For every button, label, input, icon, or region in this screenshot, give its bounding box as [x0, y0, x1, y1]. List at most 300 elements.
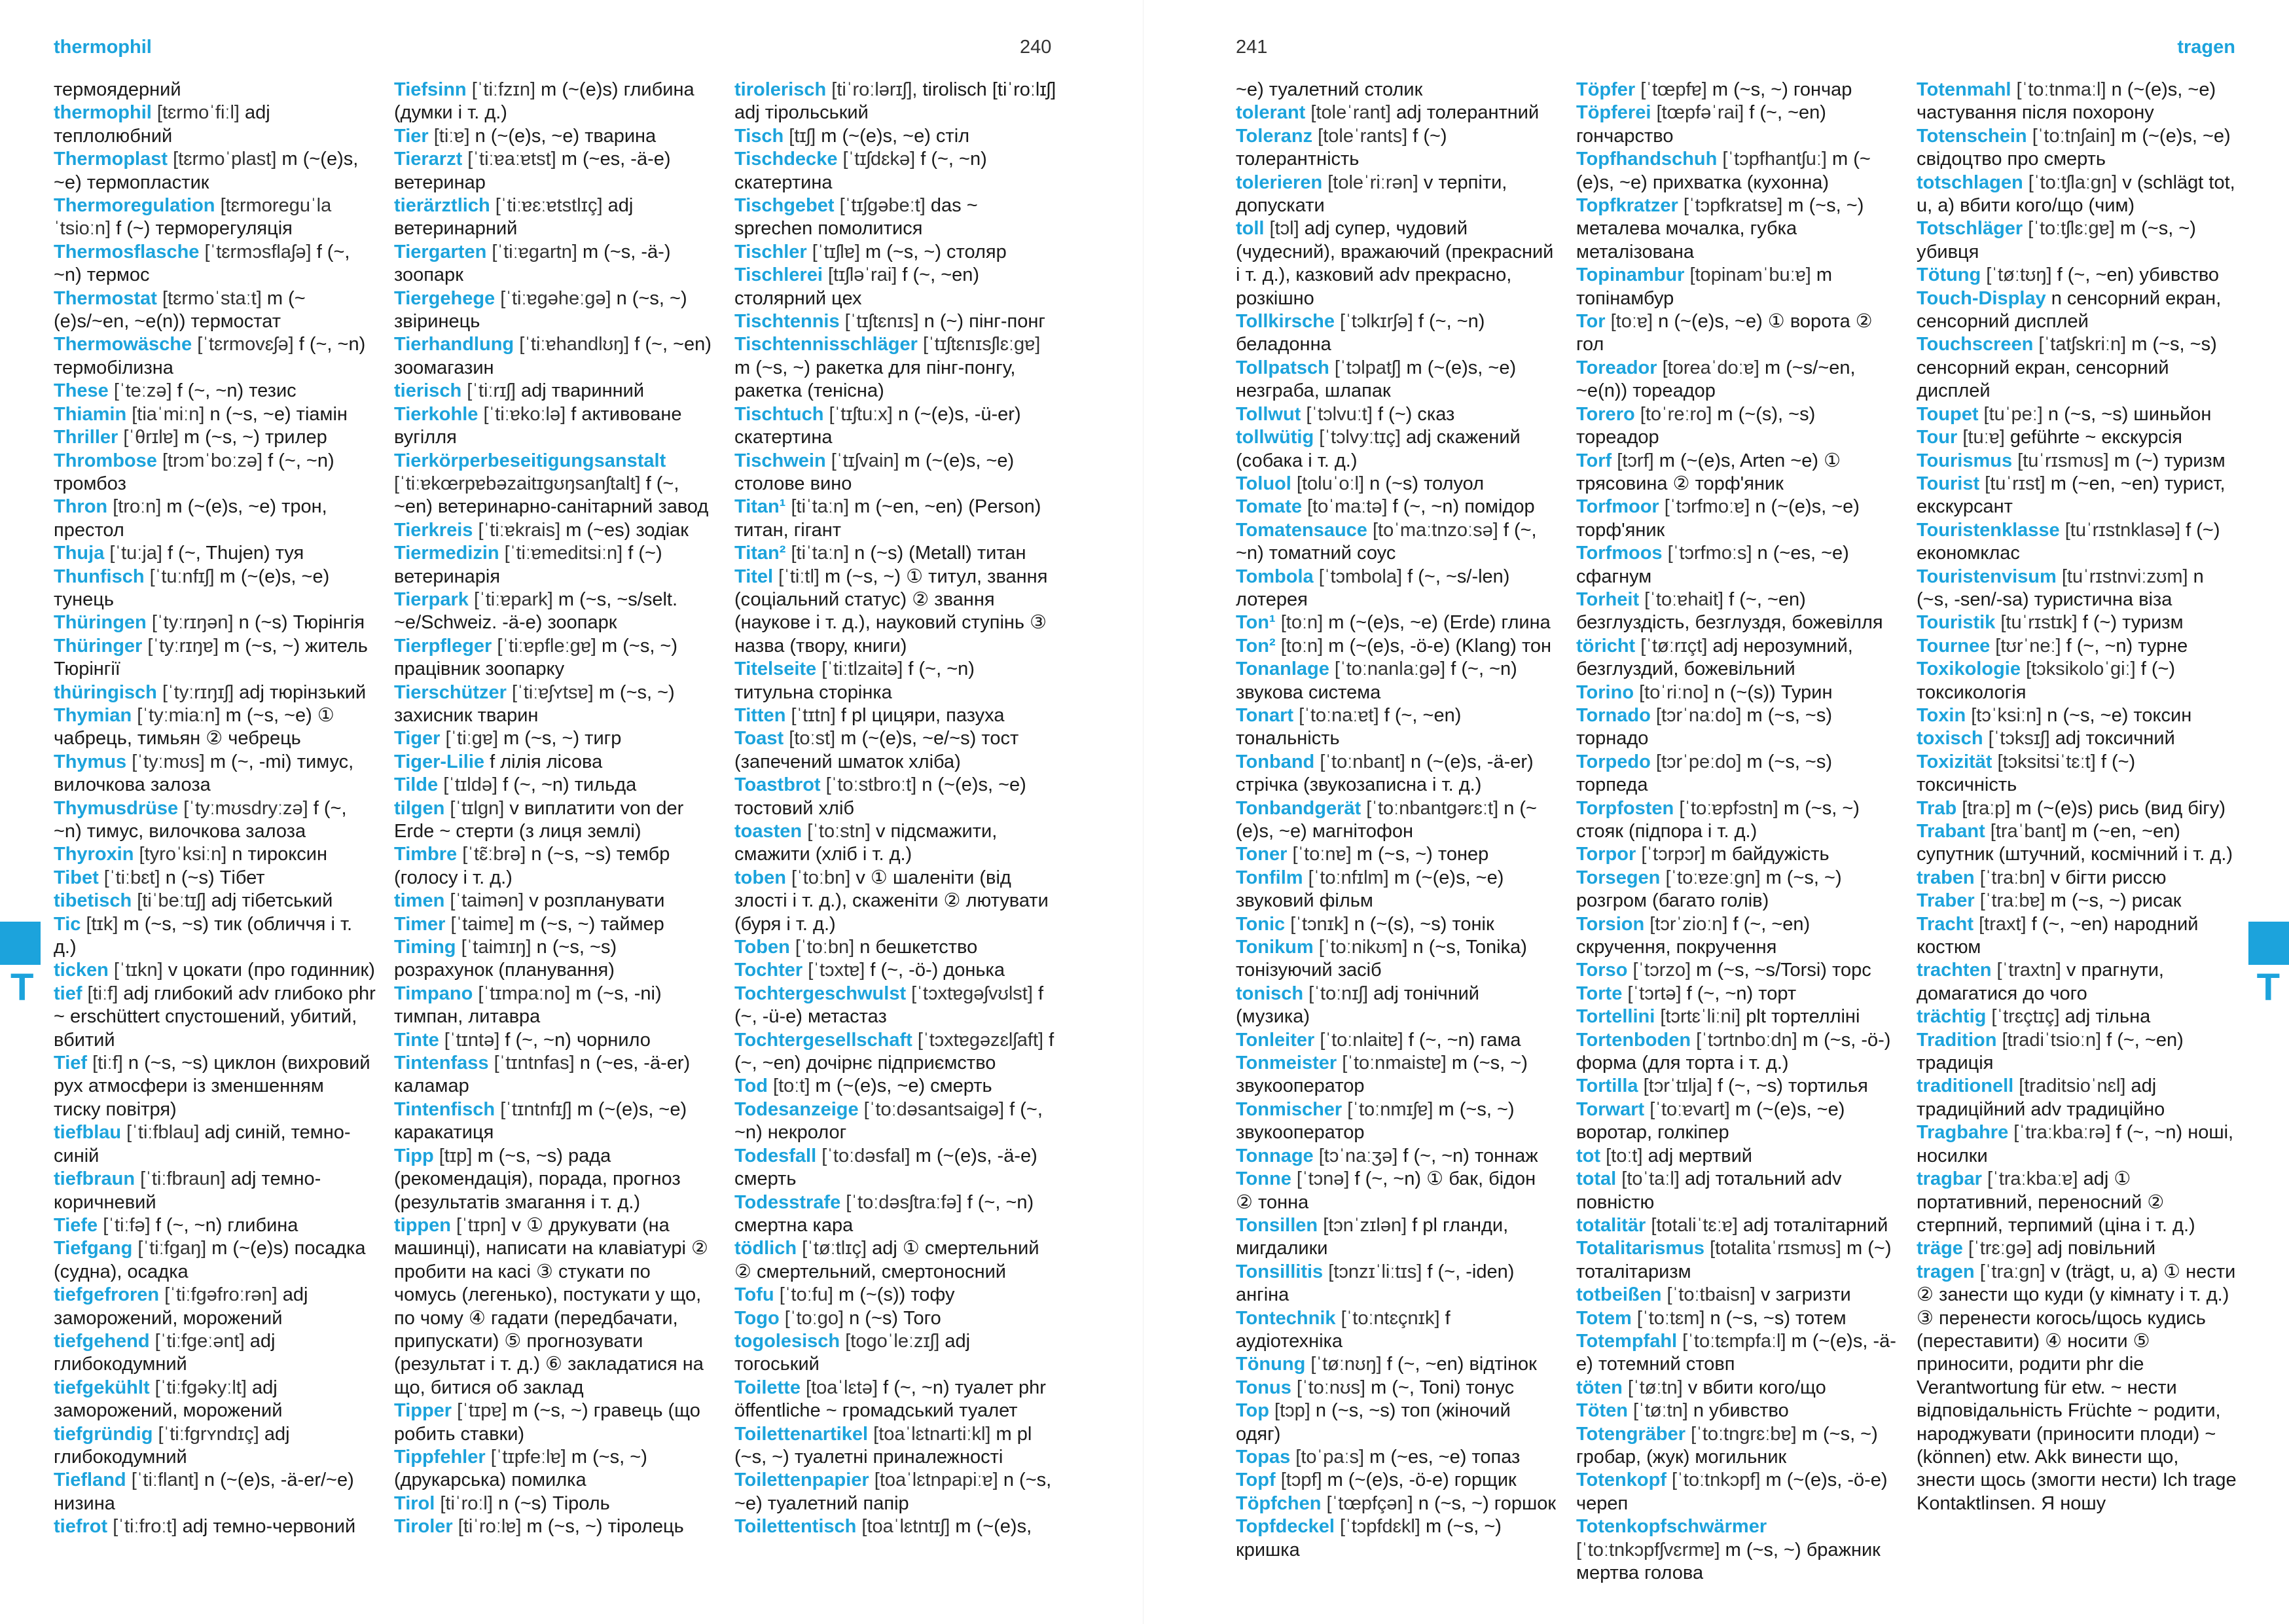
pronunciation: [ˈtoːnlaitɐ]: [1314, 1029, 1409, 1051]
pronunciation: [ˈtiːfgrʏndɪç]: [153, 1423, 264, 1445]
headword: Totalitarismus: [1576, 1238, 1705, 1259]
definition: adj ① портативний, переносний ② стерпний, терпимий (ціна і т. д.): [1917, 1168, 2195, 1236]
dictionary-entry: [54, 403, 376, 426]
headword: Trabant: [1917, 821, 1985, 842]
definition: f (~, ~n) глибина: [155, 1214, 298, 1236]
headword: tiefblau: [54, 1122, 122, 1144]
dictionary-entry: [1236, 1168, 1558, 1214]
headword: Ton¹: [1236, 612, 1276, 634]
left-column-2: [394, 79, 716, 1539]
headword: Thyroxin: [54, 844, 134, 865]
headword: Tonfilm: [1236, 867, 1303, 888]
definition: f (~, Thujen) туя: [168, 543, 304, 564]
dictionary-entry: [394, 542, 716, 588]
right-page-number: 241: [1236, 37, 1268, 58]
dictionary-entry: [734, 542, 1056, 565]
headword: Toilettenpapier: [734, 1470, 869, 1491]
definition: adj ① смертельний ② смертельний, смертоносний: [734, 1238, 1039, 1282]
dictionary-entry: [734, 867, 1056, 936]
headword: Trab: [1917, 797, 1957, 819]
headword: Tierkörperbeseitigungsanstalt: [394, 450, 666, 471]
pronunciation: [ˈtoːnfɪlm]: [1303, 867, 1394, 888]
dictionary-entry: [54, 867, 376, 890]
pronunciation: [ˈtɪkn]: [108, 960, 168, 981]
definition: f (~, ~en) скручення, покручення: [1576, 913, 1811, 958]
definition: n (~(e)s, -ä-er) стрічка (звукозаписна і т. д.): [1236, 751, 1534, 796]
pronunciation: [ˈtɪʃtɛnɪsʃlɛːgɐ]: [917, 334, 1041, 355]
headword: Tischler: [734, 241, 807, 262]
dictionary-entry: [54, 241, 376, 287]
dictionary-entry: [734, 148, 1056, 194]
definition: f (~, ~n) тильда: [503, 774, 637, 796]
definition: adj глибокий adv глибоко phr ~ erschüttert спустошений, убитий, вбитий: [54, 983, 376, 1051]
definition: n (~s, ~e) токсин: [2047, 704, 2192, 726]
dictionary-entry: [1576, 496, 1898, 542]
dictionary-entry: [1576, 101, 1898, 148]
definition: m (~s, ~) тіролець: [526, 1516, 684, 1538]
dictionary-entry: [1917, 566, 2239, 612]
definition: m (~s, ~) столяр: [865, 241, 1007, 262]
pronunciation: [ˈtiːfgeːənt]: [149, 1330, 250, 1352]
dictionary-entry: [1576, 264, 1898, 310]
headword: Toastbrot: [734, 774, 821, 796]
dictionary-entry: [394, 843, 716, 890]
pronunciation: [ˈtiːɐɛːɐtstlɪç]: [490, 195, 608, 217]
headword: Thrombose: [54, 450, 157, 471]
headword: Totenkopf: [1576, 1470, 1667, 1491]
dictionary-entry: [1236, 1399, 1558, 1446]
headword: Tiroler: [394, 1516, 453, 1538]
definition: f (~, -ü-e) метастаз: [734, 983, 1043, 1028]
pronunciation: [ˈtɪʃvain]: [825, 450, 905, 471]
dictionary-entry: [734, 1377, 1056, 1423]
dictionary-entry: [734, 727, 1056, 774]
pronunciation: [traditsioˈnɛl]: [2013, 1075, 2131, 1097]
dictionary-entry: [394, 287, 716, 334]
pronunciation: [ˈtœpfçən]: [1321, 1492, 1418, 1514]
dictionary-entry: [734, 704, 1056, 727]
dictionary-entry: [54, 890, 376, 912]
headword: Tönung: [1236, 1354, 1306, 1375]
definition: v бігти риссю: [2050, 867, 2167, 888]
definition: m (~(e)s, ~e) звуковий фільм: [1236, 867, 1504, 912]
headword: Tierkohle: [394, 403, 478, 425]
headword: Totschläger: [1917, 218, 2023, 240]
headword: Tischtennis: [734, 311, 840, 333]
definition: n (~s, ~e) туалетний папір: [734, 1470, 1052, 1514]
definition: m (~s, ~) трилер: [183, 427, 327, 448]
dictionary-entry: [1236, 1377, 1558, 1399]
dictionary-entry: [1236, 1353, 1558, 1376]
definition: n (~s) Тібет: [165, 867, 265, 888]
dictionary-entry: [54, 542, 376, 565]
dictionary-entry: [394, 241, 716, 287]
section-letter-right: T: [2256, 966, 2280, 1009]
dictionary-entry: [1236, 1261, 1558, 1307]
pronunciation: [tɔp]: [1269, 1400, 1316, 1422]
headword: Tourismus: [1917, 450, 2013, 471]
dictionary-entry: [1576, 1469, 1898, 1515]
pronunciation: [ˈtoːnbant]: [1314, 751, 1411, 772]
dictionary-entry: [54, 194, 376, 241]
dictionary-entry: [54, 566, 376, 612]
definition: n (~s, ~s) тотем: [1710, 1307, 1847, 1329]
dictionary-entry: [1917, 217, 2239, 264]
definition: v (schlägt tot, u, a) вбити кого/що (чим): [1917, 171, 2235, 217]
pronunciation: [ˈtɔrtə]: [1622, 983, 1687, 1004]
definition: m (~s, ~s/Torsi) торс: [1696, 960, 1871, 981]
dictionary-entry: [394, 890, 716, 912]
definition: n тироксин: [232, 844, 327, 865]
definition: n (~es, ~e) сфагнум: [1576, 543, 1849, 587]
headword: Traber: [1917, 890, 1975, 912]
pronunciation: [ˈtøːtn]: [1627, 1400, 1693, 1422]
pronunciation: [toːn]: [1275, 635, 1329, 657]
definition: n (~s, ~e) тіамін: [209, 403, 348, 425]
dictionary-entry: [1236, 79, 1558, 101]
dictionary-entry: [54, 681, 376, 704]
definition: n (~s, ~) звіринець: [394, 287, 687, 333]
definition: f (~, ~n) помідор: [1392, 496, 1535, 518]
dictionary-entry: [1917, 797, 2239, 820]
definition: n (~s, ~) горшок: [1418, 1492, 1557, 1514]
pronunciation: [tiːf]: [87, 1053, 128, 1074]
definition: f (~) сказ: [1377, 403, 1455, 425]
pronunciation: [ˈtoːnɐ]: [1287, 844, 1357, 865]
pronunciation: [ˈtiːɐpark]: [468, 588, 558, 610]
pronunciation: [ˈtiːfbraun]: [135, 1168, 231, 1190]
pronunciation: [tiˈtaːn]: [785, 496, 855, 518]
pronunciation: [ˈtoːtnmaːl]: [2011, 79, 2112, 100]
pronunciation: [ˈθrɪlɐ]: [118, 427, 184, 448]
definition: m (~(e)s) рись (вид бігу): [2015, 797, 2226, 819]
dictionary-entry: [1576, 1377, 1898, 1399]
headword: togolesisch: [734, 1330, 840, 1352]
headword: Todesanzeige: [734, 1098, 859, 1120]
headword: töten: [1576, 1377, 1623, 1398]
headword: Thermosflasche: [54, 241, 200, 262]
dictionary-entry: [1576, 1284, 1898, 1307]
pronunciation: [ˈtoːdəsʃtraːfə]: [840, 1191, 967, 1213]
pronunciation: [ˈtyːmʊsdryːzə]: [178, 797, 314, 819]
dictionary-entry: [54, 1330, 376, 1377]
dictionary-entry: [1576, 1515, 1898, 1585]
pronunciation: [ˈtraːbn]: [1974, 867, 2051, 888]
definition: n (~(e)s, ~e) тварина: [475, 125, 657, 147]
pronunciation: [toˈtaːl]: [1616, 1168, 1685, 1190]
definition: m (~es) зодіак: [566, 519, 689, 541]
definition: m (~s, -ö-) форма (для торта і т. д.): [1576, 1029, 1891, 1074]
headword: traditionell: [1917, 1075, 2014, 1097]
pronunciation: [tɪʃ]: [784, 125, 821, 147]
pronunciation: [ˈtiːɐmeditsiːn]: [499, 543, 628, 564]
dictionary-entry: [734, 1237, 1056, 1284]
headword: tiefgefroren: [54, 1284, 160, 1306]
definition: adj нерозумний, безглуздий, божевільний: [1576, 635, 1853, 680]
pronunciation: [ˈtɪntnfas]: [488, 1053, 580, 1074]
dictionary-entry: [1236, 217, 1558, 310]
headword: toxisch: [1917, 728, 1983, 749]
dictionary-entry: [1236, 1515, 1558, 1562]
headword: Tollwut: [1236, 403, 1301, 425]
dictionary-entry: [54, 1237, 376, 1284]
pronunciation: [ˈtraxtn]: [1991, 960, 2066, 981]
pronunciation: [ˈtɛ̃ːbrə]: [457, 844, 532, 865]
dictionary-entry: [54, 1121, 376, 1168]
dictionary-entry: [54, 287, 376, 334]
definition: n (~(s), ~s) тонік: [1354, 913, 1494, 935]
definition: m (~(e)s, -ä-e) тотемний стовп: [1576, 1330, 1896, 1375]
headword: Tisch: [734, 125, 784, 147]
pronunciation: [ˈtoːntɛçnɪk]: [1335, 1307, 1445, 1329]
definition: n (~(e)s, ~e) ① ворота ② гол: [1576, 311, 1873, 355]
headword: tot: [1576, 1145, 1601, 1166]
headword: Tintenfass: [394, 1053, 489, 1074]
headword: These: [54, 380, 109, 402]
definition: m (~s, ~s) торнадо: [1576, 704, 1833, 749]
dictionary-entry: [1236, 913, 1558, 936]
dictionary-entry: [734, 1191, 1056, 1238]
headword: Tour: [1917, 427, 1958, 448]
headword: Tischgebet: [734, 195, 835, 217]
pronunciation: [ˈtiːbɛt]: [98, 867, 166, 888]
dictionary-entry: [1236, 403, 1558, 426]
headword: tiefbraun: [54, 1168, 135, 1190]
pronunciation: [ˈtaimən]: [444, 890, 530, 912]
pronunciation: [traːp]: [1956, 797, 2016, 819]
dictionary-entry: [734, 936, 1056, 959]
headword: tief: [54, 983, 82, 1004]
definition: n (~(e)s, ~e) торф'яник: [1576, 496, 1860, 541]
pronunciation: [tiaˈmiːn]: [126, 403, 210, 425]
left-column-1: [54, 79, 376, 1539]
headword: Touristenvisum: [1917, 566, 2057, 587]
pronunciation: [ˈtiːɐkœrpɐbəzaitɪgʊŋsanʃtalt]: [394, 473, 646, 494]
definition: f (~, ~n) туалет phr öffentliche ~ громадський туалет: [734, 1377, 1046, 1422]
dictionary-entry: [1236, 1446, 1558, 1469]
headword: Thunfisch: [54, 566, 145, 587]
dictionary-entry: [1917, 867, 2239, 890]
definition: m (~(e)s, ~e) (Erde) глина: [1328, 612, 1551, 634]
definition: v цокати (про годинник): [168, 960, 375, 981]
dictionary-entry: [1576, 867, 1898, 913]
headword: Toreador: [1576, 357, 1657, 378]
pronunciation: [tɔl]: [1264, 218, 1305, 240]
pronunciation: [ˈtɪldə]: [438, 774, 503, 796]
headword: Tollpatsch: [1236, 357, 1329, 378]
definition: f (~, ~n) торт: [1686, 983, 1797, 1004]
headword: timen: [394, 890, 445, 912]
dictionary-entry: [1576, 1145, 1898, 1168]
headword: Tornado: [1576, 704, 1651, 726]
pronunciation: [ˈtoːfu]: [774, 1284, 838, 1306]
headword: Totengräber: [1576, 1423, 1686, 1445]
definition: n бешкетство: [859, 937, 978, 958]
definition: adj темно-червоний: [182, 1516, 356, 1538]
pronunciation: [ˈtoːstn]: [802, 821, 876, 842]
pronunciation: [ˈtiːfroːt]: [107, 1516, 183, 1538]
dictionary-entry: [1917, 1075, 2239, 1121]
definition: adj супер, чудовий (чудесний), вражаючий (прекрасний і т. д.), казковий adv прекрасно, розкішно: [1236, 218, 1554, 309]
definition: f (~, ~n) ноші, носилки: [1917, 1122, 2234, 1166]
pronunciation: [ˈtoːtbaisn]: [1661, 1284, 1761, 1306]
headword: Toluol: [1236, 473, 1291, 494]
definition: n (~(e)s, ~e) частування після похорону: [1917, 79, 2216, 124]
dictionary-entry: [1576, 403, 1898, 450]
dictionary-entry: [1236, 983, 1558, 1029]
pronunciation: [ˈtoːtngrɛːbɐ]: [1685, 1423, 1802, 1445]
headword: Titten: [734, 704, 786, 726]
pronunciation: [toleˈriːrən]: [1322, 171, 1424, 193]
headword: Toast: [734, 728, 784, 749]
definition: adj скажений (собака і т. д.): [1236, 427, 1521, 471]
headword: Toilettentisch: [734, 1516, 857, 1538]
left-column-3: [734, 79, 1056, 1539]
definition: m (~(e)s, ~e) смерть: [815, 1075, 992, 1097]
dictionary-entry: [1576, 194, 1898, 264]
dictionary-entry: [1576, 1330, 1898, 1377]
headword: trachten: [1917, 960, 1992, 981]
dictionary-entry: [394, 635, 716, 681]
page-gutter: [1143, 0, 1144, 1624]
dictionary-entry: [734, 1307, 1056, 1330]
headword: Tonus: [1236, 1377, 1291, 1398]
pronunciation: [ˈtɪpɐ]: [452, 1400, 513, 1422]
pronunciation: [ˈtoːnmɪʃɐ]: [1342, 1098, 1439, 1120]
definition: m (~(e)s, -ä-e) смерть: [734, 1145, 1037, 1190]
definition: f (~, ~en) дочірнє підприємство: [734, 1029, 1054, 1074]
headword: Tier: [394, 125, 429, 147]
headword: Torf: [1576, 450, 1612, 471]
pronunciation: [ˈtoːgo]: [779, 1307, 850, 1329]
headword: tolerant: [1236, 102, 1306, 124]
headword: Torsegen: [1576, 867, 1661, 888]
pronunciation: [tiˈroːlərɪʃ],: [826, 79, 923, 100]
definition: v підсмажити, смажити (хліб і т. д.): [734, 821, 998, 865]
definition: f (~, ~s/-len) лотерея: [1236, 566, 1510, 610]
definition: m (~(e)s, Arten ~e) ① трясовина ② торф'яник: [1576, 450, 1841, 494]
section-letter-left: T: [10, 966, 34, 1009]
pronunciation: [tɔˈksiːn]: [1966, 704, 2047, 726]
definition: m (~s, ~) працівник зоопарку: [394, 635, 678, 680]
definition: adj глибокодумний: [54, 1423, 290, 1468]
headword: Torsion: [1576, 913, 1645, 935]
pronunciation: [ˈtrɛçtɪç]: [1986, 1006, 2065, 1028]
dictionary-entry: [54, 426, 376, 449]
definition: m pl (~s, ~) туалетні приналежності: [734, 1423, 1032, 1468]
pronunciation: [ˈtoːtnkɔpfʃvɛrmɐ]: [1576, 1539, 1725, 1561]
dictionary-entry: [1917, 1121, 2239, 1168]
headword: Titan¹: [734, 496, 786, 518]
pronunciation: [ˈtɪntə]: [439, 1029, 505, 1051]
dictionary-entry: [1236, 658, 1558, 704]
dictionary-entry: [734, 496, 1056, 542]
pronunciation: [toˈpaːs]: [1290, 1446, 1370, 1468]
pronunciation: [ˈtiːfblau]: [121, 1122, 205, 1144]
pronunciation: [ˈtaimɐ]: [445, 913, 520, 935]
dictionary-entry: [1917, 264, 2239, 287]
dictionary-entry: [1917, 79, 2239, 125]
dictionary-entry: [1576, 148, 1898, 194]
dictionary-entry: [1236, 310, 1558, 357]
headword: Töpfer: [1576, 79, 1636, 100]
definition: n (~s) Того: [849, 1307, 941, 1329]
pronunciation: [ˈtyːrɪŋən]: [146, 612, 239, 634]
headword: Timing: [394, 937, 456, 958]
definition: f (~, ~n) смертна кара: [734, 1191, 1034, 1236]
dictionary-entry: [394, 983, 716, 1029]
definition: m (~, -mi) тимус, вилочкова залоза: [54, 751, 354, 796]
dictionary-entry: [1917, 1029, 2239, 1075]
pronunciation: [ˈtɛrmɔsflaʃə]: [199, 241, 317, 262]
headword: Toxin: [1917, 704, 1966, 726]
headword: Tippfehler: [394, 1446, 486, 1468]
pronunciation: [ˈtyːmʊs]: [126, 751, 210, 772]
headword: Tomate: [1236, 496, 1302, 518]
headword: Tierpfleger: [394, 635, 492, 657]
pronunciation: [ˈtøːtʊŋ]: [1981, 264, 2057, 286]
pronunciation: [ˈtɪʃtuːx]: [823, 403, 898, 425]
pronunciation: [ˈtoːtʃlaːgn]: [2023, 171, 2123, 193]
dictionary-entry: [1576, 1307, 1898, 1330]
dictionary-entry: [734, 241, 1056, 264]
headword: Titelseite: [734, 659, 817, 680]
dictionary-entry: [1236, 101, 1558, 124]
headword: Toxizität: [1917, 751, 1992, 772]
dictionary-entry: [54, 333, 376, 380]
definition: m (~en, ~en) супутник (штучний, космічний і т. д.): [1917, 821, 2233, 865]
pronunciation: [ˈtyːrɪŋɐ]: [142, 635, 225, 657]
pronunciation: [ˈtɔlvuːt]: [1301, 403, 1378, 425]
headword: Tor: [1576, 311, 1606, 333]
definition: n (~(e)s, ~e) тостовий хліб: [734, 774, 1026, 819]
headword: Toilette: [734, 1377, 801, 1398]
dictionary-entry: [1576, 1399, 1898, 1422]
dictionary-entry: [1576, 751, 1898, 797]
headword: Tomatensauce: [1236, 519, 1367, 541]
pronunciation: [toaˈlɛtnartiːkl]: [868, 1423, 996, 1445]
pronunciation: [tɔrf]: [1612, 450, 1659, 471]
headword: Totempfahl: [1576, 1330, 1678, 1352]
dictionary-entry: [1917, 959, 2239, 1005]
pronunciation: [tɪk]: [81, 913, 124, 935]
dictionary-entry: [734, 774, 1056, 820]
headword: Tiger: [394, 728, 441, 749]
dictionary-entry: [1917, 727, 2239, 750]
dictionary-entry: [1236, 1214, 1558, 1261]
dictionary-entry: [1576, 588, 1898, 635]
headword: Toupet: [1917, 403, 1979, 425]
definition: m (~s, ~s) тик (обличчя і т. д.): [54, 913, 353, 958]
section-tab-left: [0, 922, 41, 965]
definition: m (~(e)s, -ö-e) череп: [1576, 1470, 1888, 1514]
definition: f (~, ~en) ветеринарно-санітарний завод: [394, 473, 709, 518]
headword: Tiefland: [54, 1470, 126, 1491]
headword: Topas: [1236, 1446, 1291, 1468]
dictionary-entry: [734, 1075, 1056, 1098]
dictionary-entry: [1917, 287, 2239, 334]
definition: f (~) ветеринарія: [394, 543, 662, 587]
definition: f (~, -ö-) донька: [870, 960, 1005, 981]
definition: m (~s, ~) захисник тварин: [394, 681, 675, 726]
pronunciation: [tɔnzɪˈliːtɪs]: [1323, 1261, 1428, 1282]
dictionary-entry: [1576, 542, 1898, 588]
pronunciation: [ˈtyːrɪŋɪʃ]: [156, 681, 240, 703]
headword: Tief: [54, 1053, 88, 1074]
dictionary-entry: [1576, 704, 1898, 751]
dictionary-entry: [1576, 79, 1898, 101]
pronunciation: [ˈtoːtnʃain]: [2027, 125, 2121, 147]
